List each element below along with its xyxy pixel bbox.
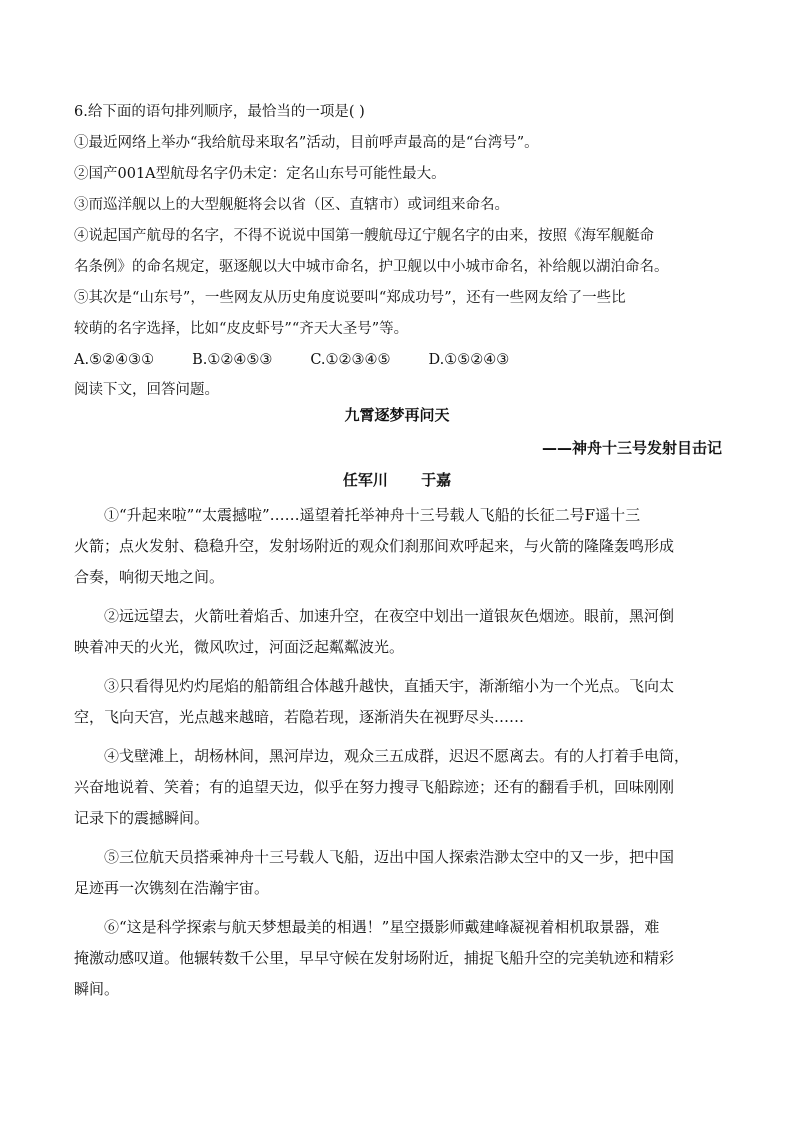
paragraph-4: [74, 741, 734, 834]
paragraph-3-line-2: 空，飞向天宫，光点越来越暗，若隐若现，逐渐消失在视野尽头……: [74, 708, 525, 726]
paragraph-4-line-3: 记录下的震撼瞬间。: [74, 809, 210, 827]
paragraph-2: [74, 601, 734, 663]
sentence-5-line-1: ⑤其次是“山东号”，一些网友从历史角度说要叫“郑成功号”，还有一些网友给了一些比: [74, 290, 626, 306]
option-d[interactable]: D.①⑤②④③: [428, 352, 510, 368]
paragraph-4-line-1: ④戈壁滩上，胡杨林间，黑河岸边，观众三五成群，迟迟不愿离去。有的人打着手电筒，: [104, 747, 690, 765]
sentence-5-line-2: 较萌的名字选择，比如“皮皮虾号”“齐天大圣号”等。: [74, 321, 409, 337]
option-b[interactable]: B.①②④⑤③: [192, 352, 273, 368]
paragraph-6-line-1: ⑥“这是科学探索与航天梦想最美的相遇！”星空摄影师戴建峰凝视着相机取景器，难: [104, 918, 660, 936]
sentence-4-line-2: 名条例》的命名规定，驱逐舰以大中城市命名，护卫舰以中小城市命名，补给舰以湖泊命名。: [74, 259, 669, 275]
sentence-3: ③而巡洋舰以上的大型舰艇将会以省（区、直辖市）或词组来命名。: [74, 197, 509, 213]
paragraph-6: [74, 912, 734, 1005]
answer-options: [74, 345, 734, 376]
article-authors: [0, 469, 794, 490]
paragraph-3: [74, 671, 734, 733]
paragraph-3-line-1: ③只看得见灼灼尾焰的船箭组合体越升越快，直插天宇，渐渐缩小为一个光点。飞向太: [104, 677, 675, 695]
question-stem: 6.给下面的语句排列顺序，最恰当的一项是( ): [74, 104, 365, 120]
option-c[interactable]: C.①②③④⑤: [310, 352, 391, 368]
article-title: 九霄逐梦再问天: [344, 406, 450, 424]
paragraph-6-line-3: 瞬间。: [74, 980, 120, 998]
sentence-2: ②国产001A型航母名字仍未定：定名山东号可能性最大。: [74, 166, 446, 182]
sentence-1: ①最近网络上举办“我给航母来取名”活动，目前呼声最高的是“台湾号”。: [74, 135, 539, 151]
paragraph-4-line-2: 兴奋地说着、笑着；有的追望天边，似乎在努力搜寻飞船踪迹；还有的翻看手机，回味刚刚: [74, 778, 675, 796]
article-subtitle: ——神舟十三号发射目击记: [541, 439, 722, 457]
paragraph-2-line-2: 映着冲天的火光，微风吹过，河面泛起粼粼波光。: [74, 638, 405, 656]
paragraph-5-line-1: ⑤三位航天员搭乘神舟十三号载人飞船，迈出中国人探索浩渺太空中的又一步，把中国: [104, 848, 675, 866]
paragraph-5-line-2: 足迹再一次镌刻在浩瀚宇宙。: [74, 879, 270, 897]
article-body: [74, 500, 734, 1013]
sentence-4-line-1: ④说起国产航母的名字，不得不说说中国第一艘航母辽宁舰名字的由来，按照《海军舰艇命: [74, 228, 654, 244]
paragraph-1-line-2: 火箭；点火发射、稳稳升空，发射场附近的观众们刹那间欢呼起来，与火箭的隆隆轰鸣形成: [74, 537, 675, 555]
paragraph-1-line-1: ①“升起来啦”“太震撼啦”……遥望着托举神舟十三号载人飞船的长征二号F遥十三: [104, 506, 641, 524]
paragraph-1-line-3: 合奏，响彻天地之间。: [74, 568, 225, 586]
reading-intro: 阅读下文，回答问题。: [74, 382, 219, 398]
author-1: 任军川: [342, 471, 388, 489]
question-6: [74, 97, 734, 404]
option-a[interactable]: A.⑤②④③①: [74, 352, 155, 368]
paragraph-5: [74, 842, 734, 904]
paragraph-1: [74, 500, 734, 593]
paragraph-6-line-2: 掩激动感叹道。他辗转数千公里，早早守候在发射场附近，捕捉飞船升空的完美轨迹和精彩: [74, 949, 675, 967]
author-2: 于嘉: [421, 471, 452, 489]
paragraph-2-line-1: ②远远望去，火箭吐着焰舌、加速升空，在夜空中划出一道银灰色烟迹。眼前，黑河倒: [104, 607, 675, 625]
